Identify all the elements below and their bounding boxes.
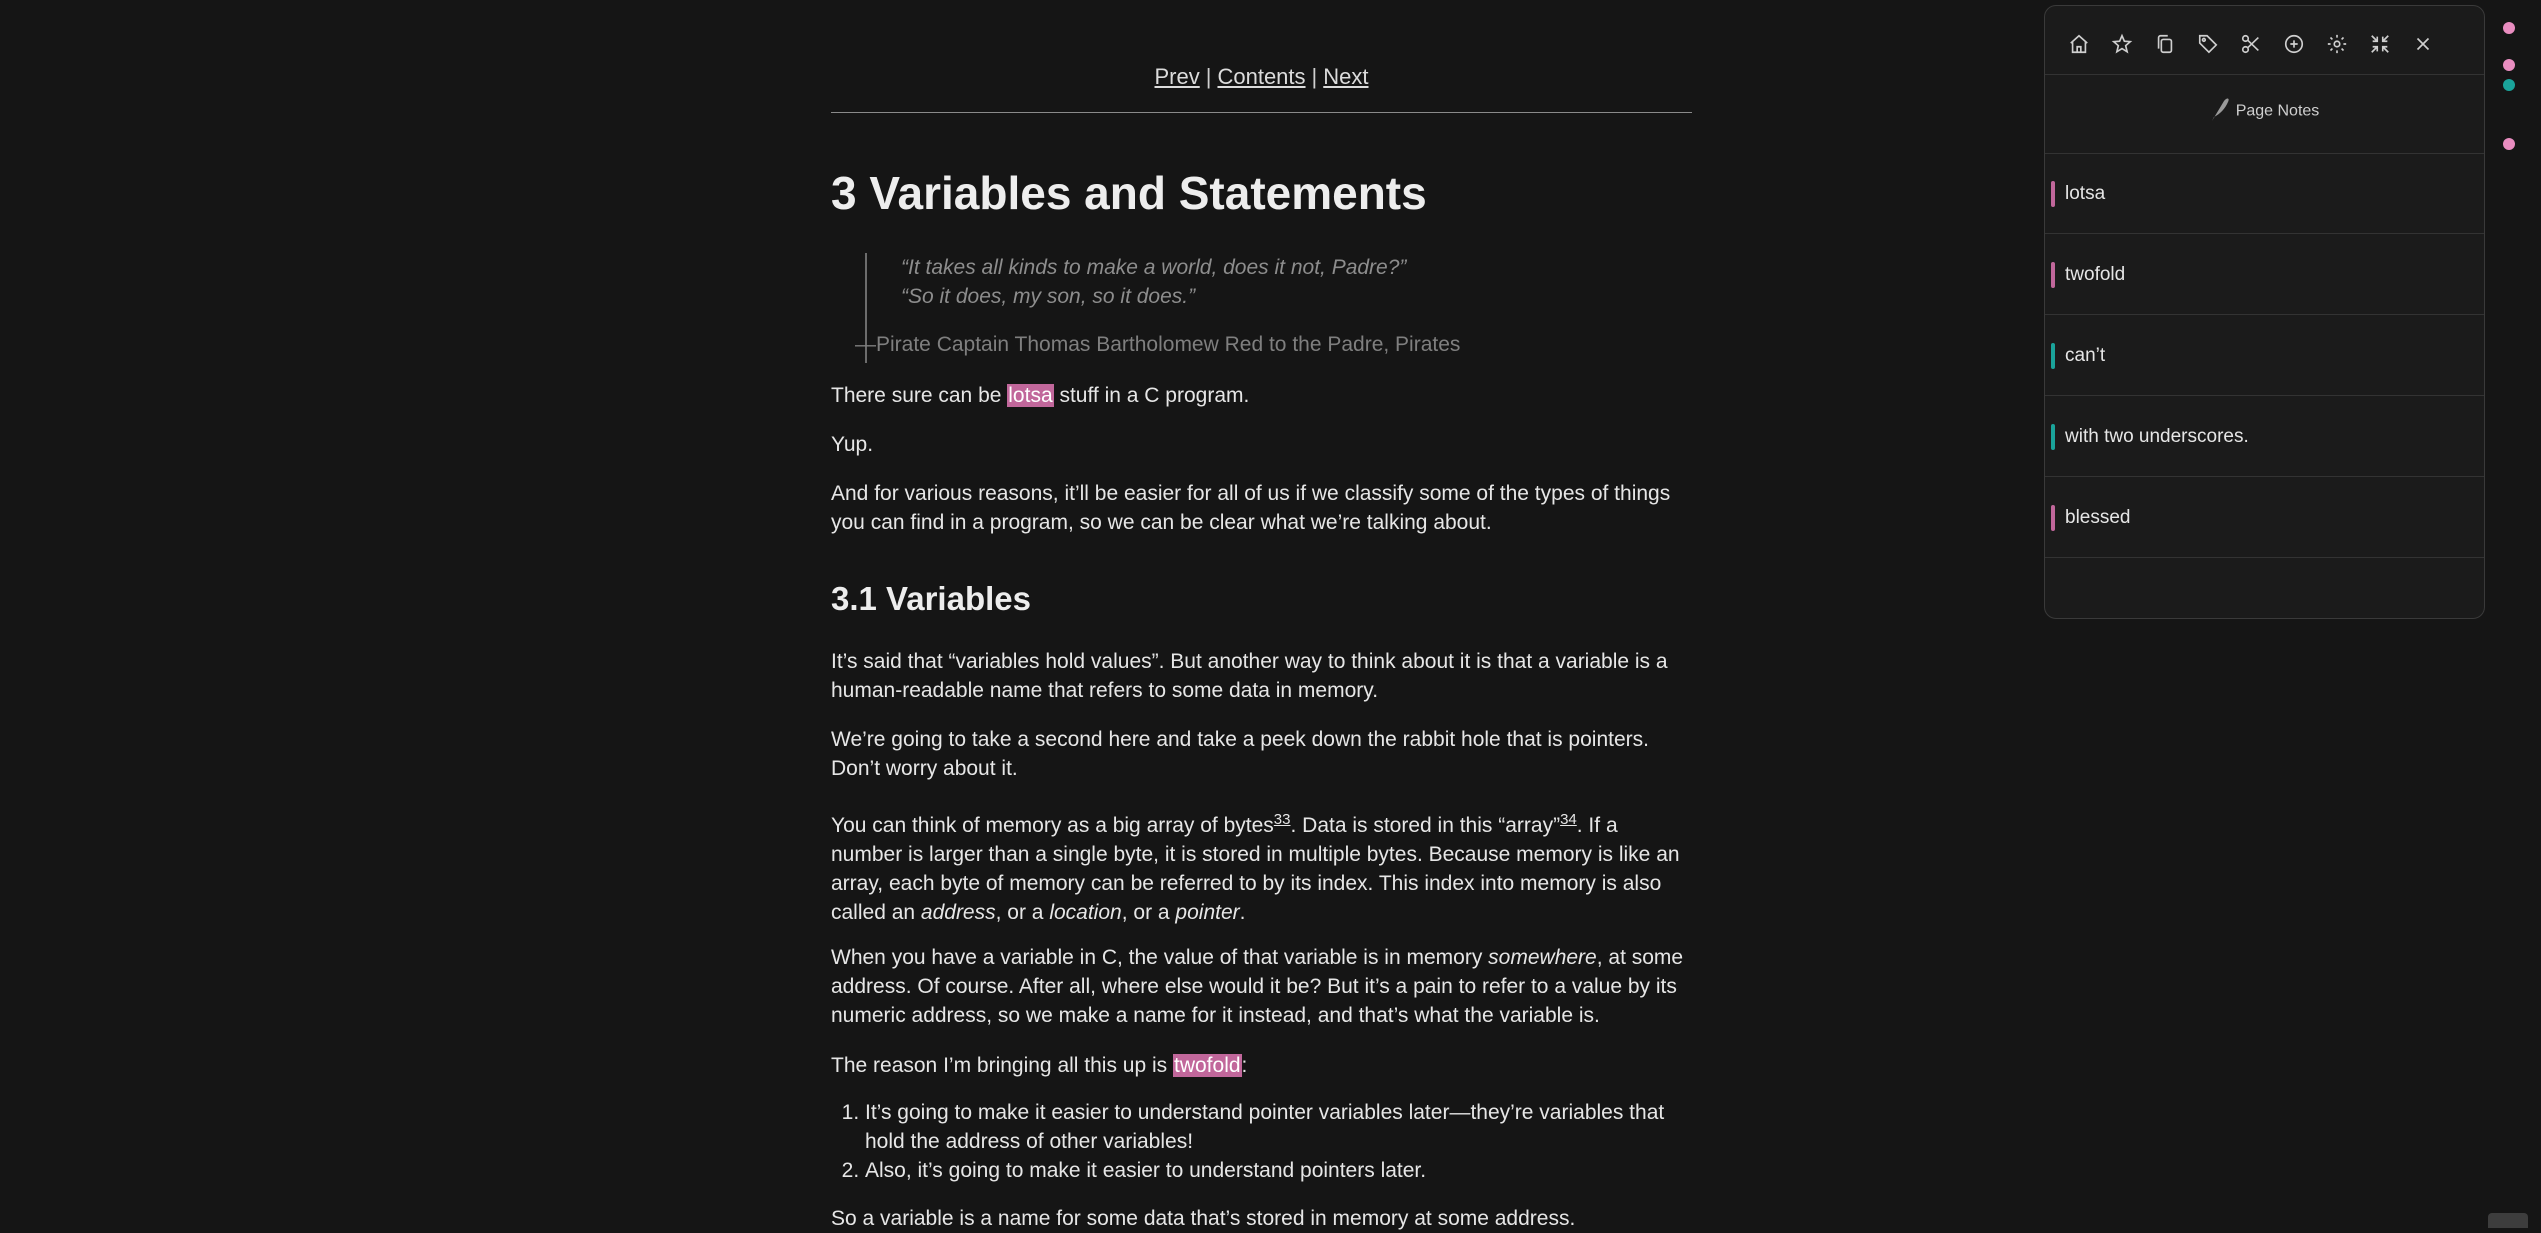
scissors-icon[interactable] (2235, 26, 2266, 62)
feather-icon (2210, 96, 2230, 127)
page-notes-header (2045, 96, 2484, 127)
paragraph: We’re going to take a second here and take a peek down the rabbit hole that is pointers. Don’t worry about it. (831, 728, 1649, 780)
divider (2045, 74, 2484, 75)
highlight-lotsa[interactable]: lotsa (1008, 384, 1053, 407)
note-item[interactable] (2045, 396, 2484, 476)
home-icon[interactable] (2063, 26, 2094, 62)
panel-toolbar (2063, 26, 2438, 62)
collapse-icon[interactable] (2364, 26, 2395, 62)
nav-separator: | (1311, 64, 1318, 89)
chapter-title: 3 Variables and Statements (831, 167, 1427, 219)
footnote-34-link[interactable]: 34 (1560, 811, 1577, 828)
note-color-bar (2051, 262, 2055, 288)
list-item: 2. Also, it’s going to make it easier to understand pointers later. (865, 1156, 1692, 1185)
prev-link[interactable]: Prev (1154, 64, 1200, 89)
paragraph: There sure can be lotsa stuff in a C program. (831, 384, 1250, 407)
highlight-marker[interactable] (2503, 138, 2515, 150)
list-item: 1. It’s going to make it easier to understand pointer variables later—they’re variables that hold the address of other variables! (865, 1098, 1692, 1156)
epigraph (855, 253, 1661, 363)
paragraph: And for various reasons, it’ll be easier for all of us if we classify some of the types of things you can find in a program, so we can be clear what we’re talking about. (831, 482, 1671, 534)
note-item[interactable] (2045, 477, 2484, 557)
highlight-marker[interactable] (2503, 22, 2515, 34)
paragraph: The reason I’m bringing all this up is twofold: (831, 1054, 1248, 1077)
copy-icon[interactable] (2149, 26, 2180, 62)
note-item[interactable] (2045, 234, 2484, 314)
note-text: can’t (2065, 345, 2106, 366)
page-notes-title: Page Notes (2235, 102, 2320, 120)
note-item[interactable] (2045, 315, 2484, 395)
quote-source: —Pirate Captain Thomas Bartholomew Red to the Padre, Pirates (855, 333, 1461, 356)
resize-handle[interactable] (2488, 1213, 2528, 1228)
divider (2045, 557, 2484, 558)
star-icon[interactable] (2106, 26, 2137, 62)
note-text: blessed (2065, 507, 2131, 528)
gear-icon[interactable] (2321, 26, 2352, 62)
plus-circle-icon[interactable] (2278, 26, 2309, 62)
note-color-bar (2051, 343, 2055, 369)
nav-separator: | (1205, 64, 1212, 89)
note-color-bar (2051, 505, 2055, 531)
reasons-list (831, 1098, 1692, 1185)
top-navigation (831, 64, 1692, 100)
quote-line-2: “So it does, my son, so it does.” (901, 285, 1196, 308)
close-icon[interactable] (2407, 26, 2438, 62)
note-text: with two underscores. (2065, 426, 2249, 447)
book-page (831, 0, 1692, 1230)
paragraph: You can think of memory as a big array of bytes$^{33}$. Data is stored in this “array”$^{34}$. If a number is larger than a single byte, it is stored in multiple bytes. Because memory is like an array, each byte of memory can be referred to by its index. This index into memory is also called an address, or a location, or a pointer. (831, 811, 1680, 924)
highlight-marker[interactable] (2503, 79, 2515, 91)
tag-icon[interactable] (2192, 26, 2223, 62)
section-title: 3.1 Variables (831, 580, 1031, 617)
note-color-bar (2051, 181, 2055, 207)
footnote-33-link[interactable]: 33 (1273, 811, 1291, 828)
paragraph: Yup. (831, 433, 874, 456)
paragraph: So a variable is a name for some data that’s stored in memory at some address. (831, 1207, 1576, 1230)
highlight-twofold[interactable]: twofold (1174, 1054, 1241, 1077)
highlight-marker[interactable] (2503, 59, 2515, 71)
annotation-panel (2044, 5, 2485, 619)
paragraph: When you have a variable in C, the value of that variable is in memory somewhere, at some address. Of course. After all, where else would it be? But it’s a pain to refer to a value by its numeric address, so we make a name for it instead, and that’s what the variable is. (831, 946, 1684, 1027)
note-color-bar (2051, 424, 2055, 450)
note-text: lotsa (2065, 183, 2106, 204)
note-text: twofold (2065, 264, 2126, 285)
divider (831, 112, 1692, 113)
quote-line-1: “It takes all kinds to make a world, does it not, Padre?” (901, 256, 1407, 279)
paragraph: It’s said that “variables hold values”. But another way to think about it is that a variable is a human-readable name that refers to some data in memory. (831, 650, 1668, 702)
next-link[interactable]: Next (1323, 64, 1369, 89)
contents-link[interactable]: Contents (1217, 64, 1306, 89)
note-item[interactable] (2045, 153, 2484, 233)
